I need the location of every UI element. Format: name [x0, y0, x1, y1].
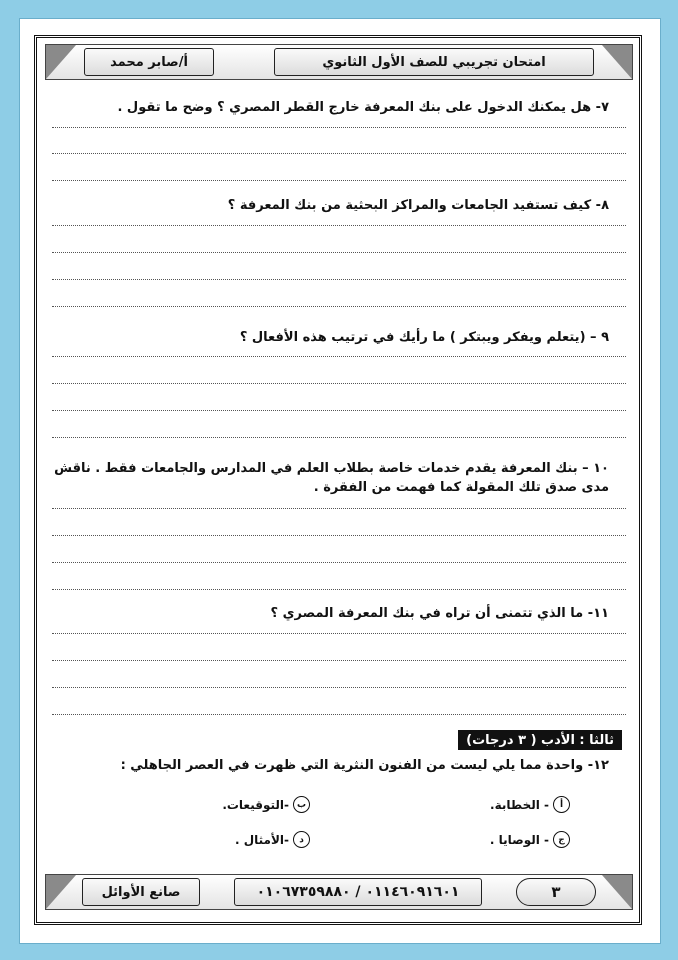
section-heading-literature: ثالثا : الأدب ( ٣ درجات)	[458, 730, 622, 750]
question-12: ١٢- واحدة مما يلي ليست من الفنون النثرية التي ظهرت في العصر الجاهلي :	[120, 758, 609, 773]
answer-line	[52, 410, 626, 411]
answer-line	[52, 633, 626, 634]
answer-line	[52, 127, 626, 128]
answer-line	[52, 660, 626, 661]
answer-line	[52, 153, 626, 154]
option-circle: ج	[553, 831, 570, 848]
question-7: ٧- هل يمكنك الدخول على بنك المعرفة خارج القطر المصري ؟ وضح ما تقول .	[117, 100, 609, 115]
question-10: ١٠ – بنك المعرفة يقدم خدمات خاصة بطلاب العلم في المدارس والجامعات فقط . ناقش مدى صدق تلك المقولة كما فهمت من الفقرة .	[54, 461, 609, 495]
page-number: ٣	[516, 878, 596, 906]
footer-corner-right	[602, 875, 632, 909]
answer-line	[52, 306, 626, 307]
option-label: - الخطابة.	[490, 797, 549, 812]
question-8: ٨- كيف تستفيد الجامعات والمراكز البحثية من بنك المعرفة ؟	[227, 198, 609, 213]
answer-line	[52, 279, 626, 280]
question-9: ٩ – (يتعلم ويفكر ويبتكر ) ما رأيك في ترتيب هذه الأفعال ؟	[239, 330, 609, 345]
answer-line	[52, 687, 626, 688]
option-label: -الأمثال .	[234, 832, 289, 847]
answer-line	[52, 225, 626, 226]
brand-name: صانع الأوائل	[82, 878, 200, 906]
answer-line	[52, 383, 626, 384]
answer-line	[52, 180, 626, 181]
question-11: ١١- ما الذي تتمنى أن تراه في بنك المعرفة المصري ؟	[270, 606, 609, 621]
option-c[interactable]	[490, 831, 570, 848]
answer-line	[52, 535, 626, 536]
footer-corner-left	[46, 875, 76, 909]
answer-line	[52, 356, 626, 357]
phone-numbers: ٠١١٤٦٠٩١٦٠١ / ٠١٠٦٧٣٥٩٨٨٠	[234, 878, 482, 906]
exam-title: امتحان تجريبي للصف الأول الثانوي	[274, 48, 594, 76]
answer-line	[52, 252, 626, 253]
option-circle: ب	[293, 796, 310, 813]
option-label: -التوقيعات.	[222, 797, 289, 812]
answer-line	[52, 437, 626, 438]
answer-line	[52, 508, 626, 509]
option-b[interactable]	[222, 796, 310, 813]
option-circle: أ	[553, 796, 570, 813]
answer-line	[52, 714, 626, 715]
answer-line	[52, 589, 626, 590]
teacher-name: أ/صابر محمد	[84, 48, 214, 76]
answer-line	[52, 562, 626, 563]
option-circle: د	[293, 831, 310, 848]
option-label: - الوصايا .	[489, 832, 549, 847]
option-d[interactable]	[235, 831, 310, 848]
footer-bar	[45, 874, 633, 910]
option-a[interactable]	[490, 796, 570, 813]
